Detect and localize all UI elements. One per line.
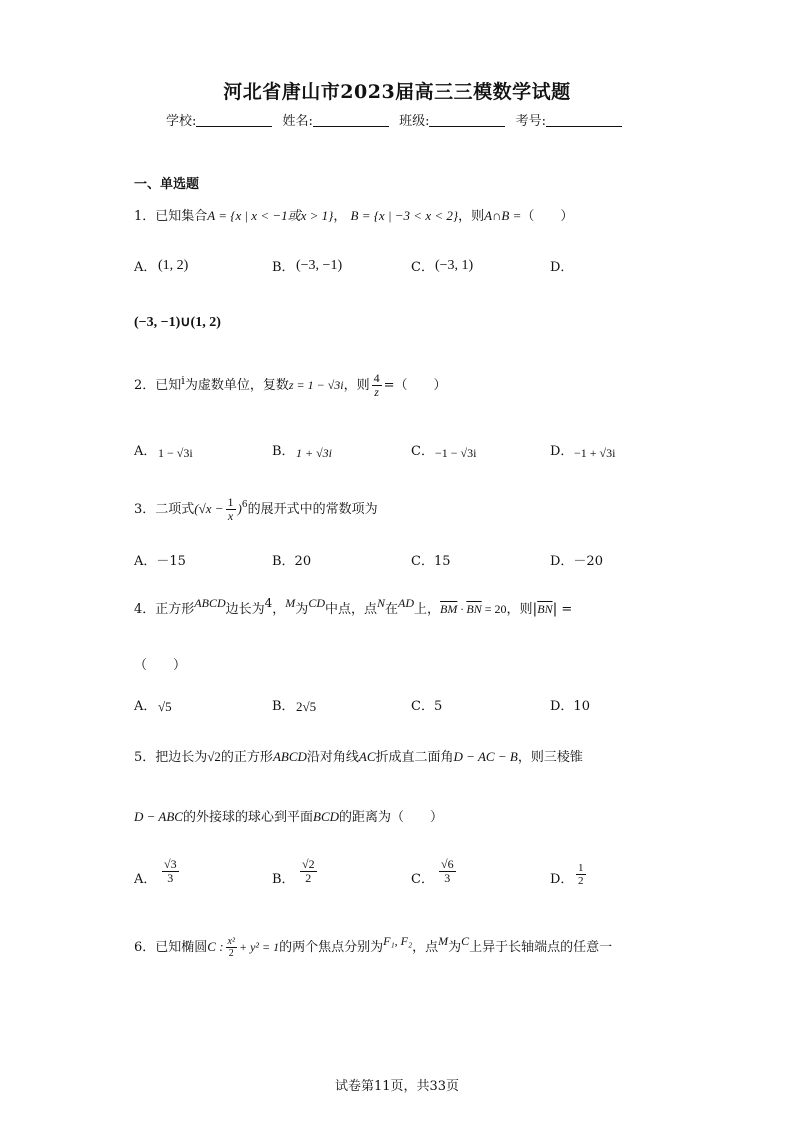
- q2-option-b[interactable]: 1 + √3i: [296, 446, 333, 460]
- q5-b-num: √2: [302, 857, 315, 871]
- q4-option-d[interactable]: D．10: [550, 699, 590, 714]
- q2-option-a-label: A．: [134, 444, 157, 459]
- q2-prefix: 2．已知: [134, 378, 182, 394]
- section-title: 一、单选题: [134, 177, 200, 192]
- q5-option-a[interactable]: [162, 858, 179, 885]
- q4-t2: ，: [272, 602, 286, 617]
- q5-abcd: ABCD: [272, 749, 307, 764]
- question-5-line-2: [134, 806, 443, 825]
- page-title: 河北省唐山市2023届高三三模数学试题: [223, 81, 571, 103]
- q5-l1-a: 5．把边长为: [134, 750, 208, 765]
- q4-abcd: ABCD: [194, 596, 226, 610]
- q3-suffix: 的展开式中的常数项为: [247, 502, 378, 518]
- q3-frac-num: 1: [227, 495, 234, 509]
- q1-option-b[interactable]: (−3, −1): [296, 258, 343, 273]
- q5-option-a-label: A．: [134, 872, 157, 887]
- q5-option-c[interactable]: [439, 858, 456, 885]
- q5-l1-c: 沿对角线: [306, 750, 359, 765]
- q5-bcd: BCD: [313, 809, 339, 824]
- q5-c-num: √6: [441, 857, 454, 871]
- q3-option-a[interactable]: A．－15: [134, 554, 186, 569]
- q4-dot-eq: = 20: [481, 602, 507, 616]
- q2-then: ，则: [343, 378, 370, 394]
- q6-t3: 为: [448, 940, 462, 955]
- q2-imaginary-unit: i: [181, 374, 185, 388]
- q6-frac-den: 2: [228, 948, 234, 959]
- q5-ac: AC: [358, 749, 376, 764]
- q5-l1-d: 折成直二面角: [375, 750, 454, 765]
- name-blank[interactable]: [313, 114, 389, 127]
- q4-paren: （ ）: [134, 658, 187, 673]
- q6-fraction: [226, 936, 237, 959]
- q1-option-b-label: B．: [272, 260, 295, 275]
- q6-prefix: 6．已知椭圆: [134, 940, 208, 955]
- q6-t4: 上异于长轴端点的任意一: [469, 940, 613, 955]
- q2-mid: 为虚数单位，复数: [184, 378, 289, 394]
- q5-option-b-label: B．: [272, 872, 295, 887]
- q4-vector-bm: $\overline{BM}$: [440, 602, 458, 616]
- student-info-line: [0, 110, 794, 129]
- q4-t7: ，则: [506, 602, 533, 617]
- q3-exponent: 6: [241, 500, 248, 511]
- q4-t6: 上，: [414, 602, 441, 617]
- page-footer: 试卷第11页，共33页: [334, 1079, 460, 1094]
- q5-c-den: 3: [444, 871, 451, 886]
- q4-t4: 中点，点: [324, 602, 377, 617]
- question-3: [134, 496, 378, 523]
- q4-t3: 为: [295, 602, 309, 617]
- q6-c2: C: [461, 934, 470, 948]
- q4-vector-bn: $\overline{BN}$: [466, 602, 482, 616]
- q6-t2: ，点: [412, 940, 439, 955]
- q2-frac-den: z: [374, 385, 379, 400]
- q4-ad: AD: [398, 596, 415, 610]
- q1-option-d-label: D．: [550, 260, 574, 275]
- q6-m: M: [438, 934, 449, 948]
- name-label: 姓名:: [282, 114, 313, 129]
- q4-cd: CD: [308, 596, 325, 610]
- q5-a-den: 3: [167, 871, 174, 886]
- q3-fraction: [226, 496, 236, 523]
- q6-foci: F₁, F₂: [383, 934, 413, 948]
- q5-option-d-label: D．: [550, 872, 574, 887]
- q1-sep: ，: [333, 209, 347, 224]
- q4-option-c[interactable]: C．5: [411, 699, 443, 714]
- q4-m: M: [285, 596, 296, 610]
- q5-l2-c: 的距离为（ ）: [339, 810, 444, 825]
- q2-option-d[interactable]: −1 + √3i: [574, 446, 616, 460]
- q3-expr-a: (√x −: [194, 501, 224, 517]
- q1-option-c-label: C．: [411, 260, 434, 275]
- q4-option-a-label: A．: [134, 699, 157, 714]
- q1-option-d[interactable]: (−3, −1)∪(1, 2): [134, 315, 221, 330]
- q5-d-num: 1: [578, 862, 584, 874]
- q6-t1: 的两个焦点分别为: [279, 940, 384, 955]
- q2-option-c[interactable]: −1 − √3i: [435, 446, 477, 460]
- q3-option-d[interactable]: D．－20: [550, 554, 603, 569]
- q1-prefix: 1．已知集合: [134, 209, 208, 224]
- question-4: 4．正方形ABCD边长为4，M为CD中点，点N在AD上，$\overline{BM} \cdot \overline{BN} = 20$，则$|\overline{BN}|$ =: [134, 596, 573, 617]
- q2-frac-num: 4: [373, 371, 380, 385]
- q4-dot-op: ·: [457, 602, 467, 616]
- q6-rest: + y² = 1: [238, 940, 280, 954]
- class-blank[interactable]: [429, 114, 505, 127]
- q3-frac-den: x: [227, 509, 234, 524]
- q5-option-c-label: C．: [411, 872, 434, 887]
- q2-option-a[interactable]: 1 − √3i: [158, 446, 193, 460]
- q3-option-c[interactable]: C．15: [411, 554, 451, 569]
- q1-option-c[interactable]: (−3, 1): [435, 258, 474, 273]
- q5-b-den: 2: [305, 871, 312, 886]
- q5-dihedral-angle: D − AC − B: [453, 749, 518, 764]
- q1-expr: A∩B =: [484, 208, 522, 223]
- q1-set-a: A = {x | x < −1或x > 1}: [207, 208, 334, 223]
- q5-l1-e: ，则三棱锥: [517, 750, 583, 765]
- q4-prefix: 4．正方形: [134, 602, 195, 617]
- q5-option-b[interactable]: [300, 858, 317, 885]
- q2-eq: =（ ）: [383, 378, 447, 394]
- q5-sqrt2: √2: [207, 749, 221, 764]
- q4-t1: 边长为: [225, 602, 265, 617]
- number-label: 考号:: [515, 114, 546, 129]
- q5-d-den: 2: [578, 875, 584, 888]
- q5-pyramid: D − ABC: [134, 809, 183, 824]
- school-blank[interactable]: [196, 114, 272, 127]
- number-blank[interactable]: [546, 114, 622, 127]
- q2-option-d-label: D．: [550, 444, 574, 459]
- q5-option-d[interactable]: [576, 862, 586, 887]
- school-label: 学校:: [166, 114, 197, 129]
- q5-a-num: √3: [164, 857, 177, 871]
- question-5-line-1: [134, 746, 583, 765]
- question-6: [134, 934, 612, 959]
- q4-option-b[interactable]: 2√5: [296, 699, 317, 714]
- question-1: [134, 205, 573, 224]
- q2-option-c-label: C．: [411, 444, 434, 459]
- q4-option-b-label: B．: [272, 699, 295, 714]
- q4-t5: 在: [385, 602, 399, 617]
- q2-z: z = 1 − √3i: [288, 378, 344, 393]
- q2-fraction: [372, 372, 382, 399]
- q4-eq: =: [557, 602, 573, 617]
- q3-option-b[interactable]: B．20: [272, 554, 312, 569]
- q1-then: ，则: [458, 209, 485, 224]
- q6-frac-num: x²: [227, 936, 235, 947]
- q5-l2-b: 的外接球的球心到平面: [182, 810, 313, 825]
- q4-n: N: [377, 596, 386, 610]
- q2-option-b-label: B．: [272, 444, 295, 459]
- q3-prefix: 3．二项式: [134, 502, 195, 518]
- q4-four: 4: [264, 596, 273, 610]
- q1-option-a-label: A．: [134, 260, 157, 275]
- q3-expr-b: ): [237, 501, 242, 517]
- q6-c: C :: [207, 939, 224, 954]
- question-2: [134, 372, 447, 399]
- q1-paren: （ ）: [521, 209, 574, 224]
- q5-l1-b: 的正方形: [220, 750, 273, 765]
- q4-abs-bn: $\overline{BN}$: [537, 602, 553, 616]
- q1-set-b: B = {x | −3 < x < 2}: [350, 208, 459, 223]
- q4-option-a[interactable]: √5: [158, 699, 172, 714]
- class-label: 班级:: [399, 114, 430, 129]
- q1-option-a[interactable]: (1, 2): [158, 258, 189, 273]
